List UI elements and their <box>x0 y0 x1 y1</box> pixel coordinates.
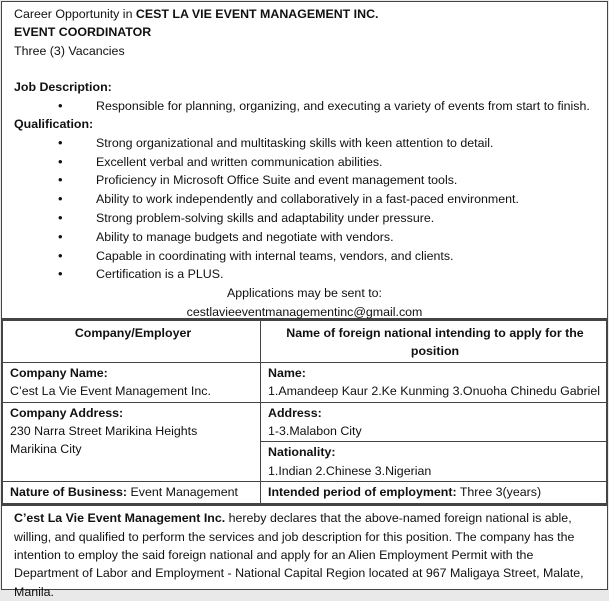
job-description-label: Job Description: <box>14 80 112 95</box>
address-cell <box>261 402 607 442</box>
declaration-paragraph <box>2 504 607 601</box>
job-description-list <box>14 97 595 116</box>
company-address-cell <box>3 402 261 482</box>
name-label: Name: <box>268 365 306 380</box>
list-item: • Excellent verbal and written communication abilities. <box>14 153 595 172</box>
job-ad-document <box>1 1 608 599</box>
name-cell <box>261 362 607 402</box>
position-title: EVENT COORDINATOR <box>14 25 152 40</box>
qualification-label: Qualification: <box>14 117 94 132</box>
period-cell <box>261 482 607 504</box>
col-header-company: Company/Employer <box>3 321 261 363</box>
qualification-list <box>14 134 595 284</box>
nationality-label: Nationality: <box>268 445 336 460</box>
period-value: Three 3(years) <box>456 485 542 500</box>
nationality-cell <box>261 442 607 482</box>
list-item: • Capable in coordinating with internal teams, vendors, and clients. <box>14 247 595 266</box>
period-label: Intended period of employment: <box>268 485 457 500</box>
apply-email[interactable]: cestlavieeventmanagementinc@gmail.com <box>186 304 423 319</box>
nature-value: Event Management <box>127 485 238 500</box>
list-item: • Responsible for planning, organizing, and executing a variety of events from start to finish. <box>14 97 595 116</box>
list-item: • Strong organizational and multitasking skills with keen attention to detail. <box>14 134 595 153</box>
ad-top-section <box>2 2 607 318</box>
name-value: 1.Amandeep Kaur 2.Ke Kunming 3.Onuoha Chinedu Gabriel <box>268 384 601 399</box>
declaration-text: hereby declares that the above-named foreign national is able, willing, and qualified to perform the services and job description for this position. The company has the intention to employ the said foreign national and apply for an Alien Employment Permit with the Department of Labor and Employment - National Capital Region located at 967 Maligaya Street, Malate, Manila. <box>14 511 584 599</box>
vacancies-text: Three (3) Vacancies <box>14 43 125 58</box>
company-address-label: Company Address: <box>10 405 124 420</box>
col-header-foreign-national: Name of foreign national intending to apply for the position <box>261 321 607 363</box>
company-heading: CEST LA VIE EVENT MANAGEMENT INC. <box>135 7 379 21</box>
list-item: • Ability to work independently and collaboratively in a fast-paced environment. <box>14 190 595 209</box>
apply-line: Applications may be sent to: <box>227 286 382 301</box>
employment-table-wrapper <box>2 318 607 504</box>
list-item: • Ability to manage budgets and negotiate with vendors. <box>14 228 595 247</box>
company-address-line-2: Marikina City <box>10 442 82 457</box>
address-label: Address: <box>268 405 322 420</box>
company-name-cell <box>3 362 261 402</box>
intro-text: Career Opportunity in <box>14 7 136 21</box>
address-value: 1-3.Malabon City <box>268 424 362 439</box>
ad-intro-line <box>14 5 595 23</box>
list-item: • Certification is a PLUS. <box>14 265 595 284</box>
company-name-label: Company Name: <box>10 365 108 380</box>
nature-label: Nature of Business: <box>10 485 128 500</box>
declaration-company: C’est La Vie Event Management Inc. <box>14 511 226 526</box>
company-address-line-1: 230 Narra Street Marikina Heights <box>10 424 198 439</box>
list-item: • Proficiency in Microsoft Office Suite and event management tools. <box>14 171 595 190</box>
list-item: • Strong problem-solving skills and adaptability under pressure. <box>14 209 595 228</box>
nationality-value: 1.Indian 2.Chinese 3.Nigerian <box>268 463 432 478</box>
employment-table <box>2 320 607 504</box>
nature-of-business-cell <box>3 482 261 504</box>
company-name-value: C’est La Vie Event Management Inc. <box>10 384 211 399</box>
